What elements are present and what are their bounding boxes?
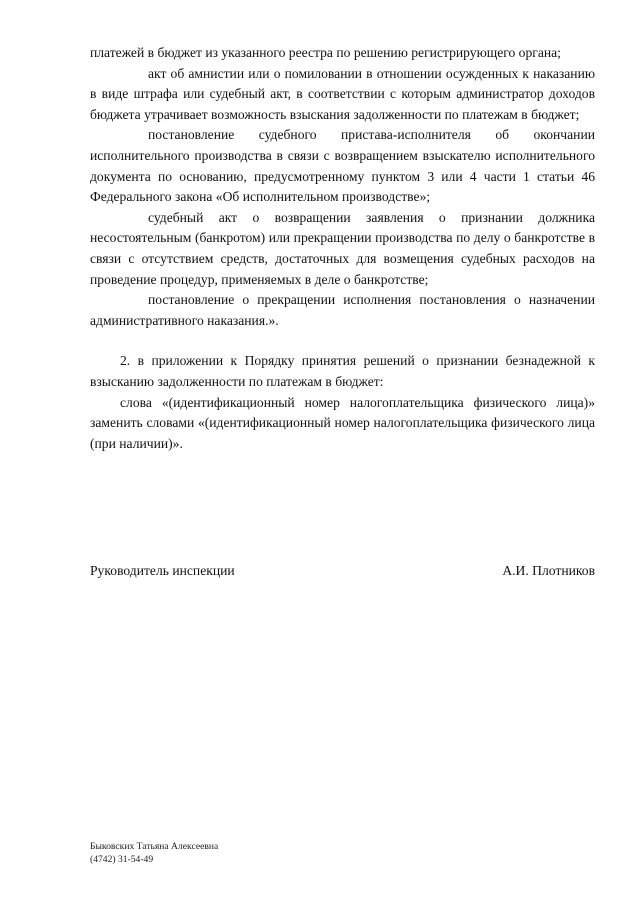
paragraph-amnesty: акт об амнистии или о помиловании в отношении осужденных к наказанию в виде штрафа или судебный акт, в соответствии с которым администратор доходов бюджета утрачивает возможность взыскания задолженности по платежам в бюджет; xyxy=(90,65,595,122)
paragraph-replace-words: слова «(идентификационный номер налогоплательщика физического лица)» заменить словами «(идентификационный номер налогоплательщика физического лица (при наличии)». xyxy=(90,394,595,451)
signature-block xyxy=(90,561,595,582)
paragraph-administrative: постановление о прекращении исполнения постановления о назначении административного наказания.». xyxy=(90,292,595,328)
document-body xyxy=(90,43,595,454)
paragraph-item-2: 2. в приложении к Порядку принятия решений о признании безнадежной к взысканию задолженности по платежам в бюджет: xyxy=(90,353,595,389)
signature-name: А.И. Плотников xyxy=(502,563,595,578)
executor-footer xyxy=(90,841,218,866)
spacer xyxy=(90,331,595,351)
executor-name: Быковских Татьяна Алексеевна xyxy=(90,841,219,852)
paragraph-bailiff: постановление судебного пристава-исполнителя об окончании исполнительного производства в связи с возвращением взыскателю исполнительного документа по основанию, предусмотренному пунктом 3 или 4 части 1 статьи 46 Федерального закона «Об исполнительном производстве»; xyxy=(90,127,595,205)
paragraph-bankruptcy: судебный акт о возвращении заявления о признании должника несостоятельным (банкротом) или прекращении производства по делу о банкротстве в связи с отсутствием средств, достаточных для возмещения судебных расходов на проведение процедур, применяемых в деле о банкротстве; xyxy=(90,209,595,287)
executor-phone: (4742) 31-54-49 xyxy=(90,853,154,865)
paragraph-registry: платежей в бюджет из указанного реестра по решению регистрирующего органа; xyxy=(90,45,561,60)
signature-title: Руководитель инспекции xyxy=(90,563,235,578)
